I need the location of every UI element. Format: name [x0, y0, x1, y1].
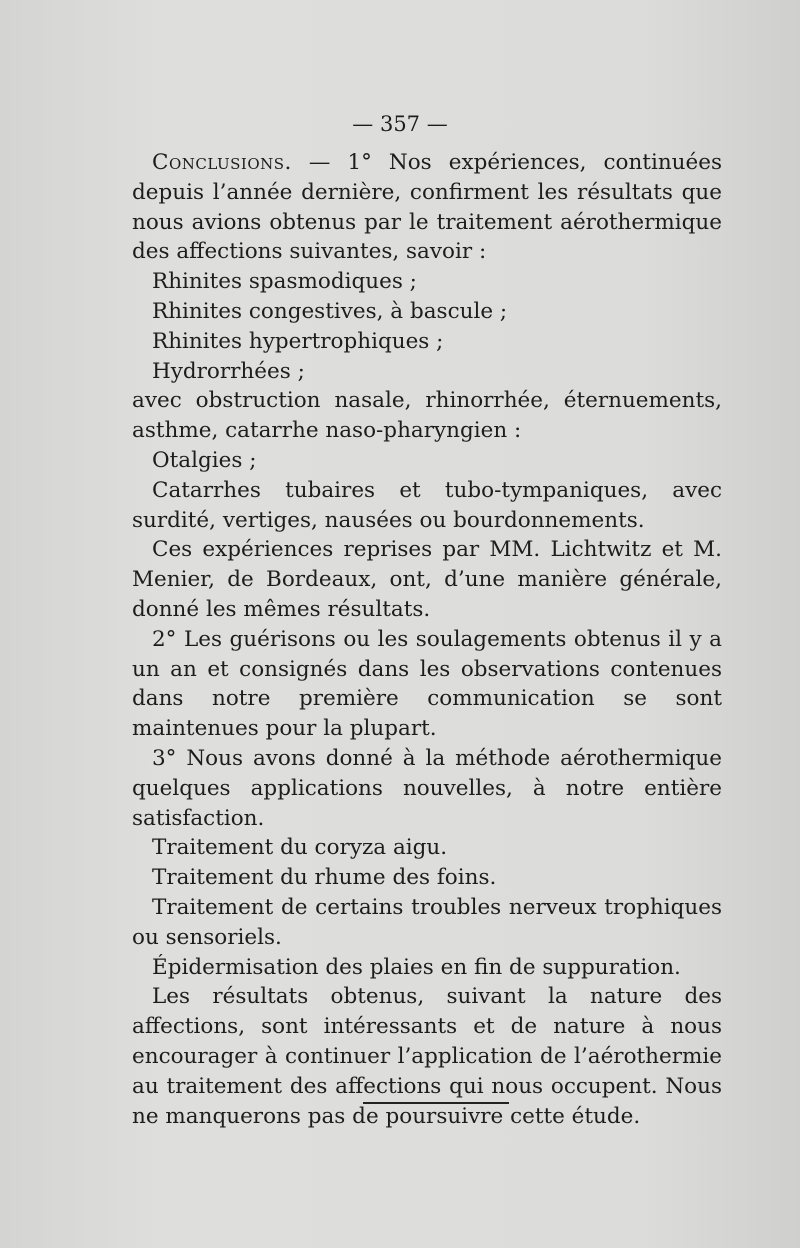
end-rule: [363, 1102, 509, 1104]
conclusions-paragraph: [132, 148, 722, 267]
paragraph: 3° Nous avons donné à la méthode aérothermique quelques applications nouvelles, à notre entière satisfaction.: [132, 745, 722, 831]
list-item: Hydrorrhées ;: [152, 358, 305, 384]
list-item: Traitement du rhume des foins.: [152, 865, 497, 891]
paragraph: Catarrhes tubaires et tubo-tympaniques, avec surdité, vertiges, nausées ou bourdonnements.: [132, 477, 722, 533]
paragraph: Les résultats obtenus, suivant la nature des affections, sont intéressants et de nature à nous encourager à continuer l’application de l’aérothermie au traitement des affections qui nous occupent. Nous ne manquerons pas de poursuivre cette étude.: [132, 984, 722, 1129]
list-item: Otalgies ;: [152, 447, 257, 473]
paragraph: Traitement de certains troubles nerveux trophiques ou sensoriels.: [132, 894, 722, 950]
page-number: — 357 —: [352, 112, 448, 136]
list-item: Traitement du coryza aigu.: [152, 835, 448, 861]
paragraph-text: — 1° Nos expériences, continuées depuis l’année dernière, confirment les résultats que nous avions obtenus par le traitement aérothermique des affections suivantes, savoir :: [132, 150, 722, 265]
list-item: Rhinites hypertrophiques ;: [152, 328, 444, 354]
list-item: Rhinites spasmodiques ;: [152, 269, 417, 295]
paragraph: avec obstruction nasale, rhinorrhée, éternuements, asthme, catarrhe naso-pharyngien :: [132, 388, 722, 444]
paragraph: 2° Les guérisons ou les soulagements obtenus il y a un an et consignés dans les observations contenues dans notre première communication se sont maintenues pour la plupart.: [132, 626, 722, 742]
paragraph: Ces expériences reprises par MM. Lichtwitz et M. Menier, de Bordeaux, ont, d’une manière générale, donné les mêmes résultats.: [132, 537, 722, 622]
body-text: [132, 148, 722, 1131]
section-lead: Conclusions.: [152, 150, 292, 175]
list-item: Rhinites congestives, à bascule ;: [152, 298, 508, 324]
list-item: Épidermisation des plaies en fin de suppuration.: [152, 954, 681, 980]
